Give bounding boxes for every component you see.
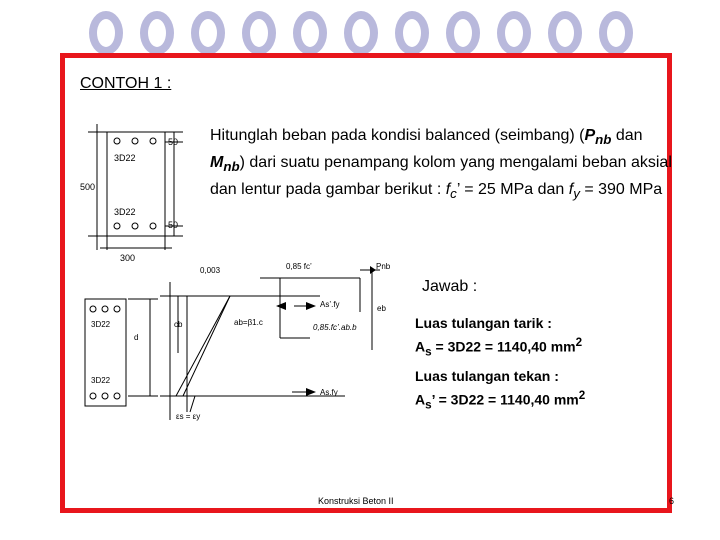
dim-top-cover: 50 <box>168 137 179 147</box>
section-top-bars-label: 3D22 <box>91 320 111 329</box>
cb-label: cb <box>174 320 183 329</box>
rebar-top-3 <box>150 138 156 144</box>
bottom-bars-label: 3D22 <box>114 207 136 217</box>
concrete-strain-label: 0,003 <box>200 266 221 275</box>
answer-tension-steel <box>415 313 665 362</box>
answer-compression-steel <box>415 366 665 415</box>
bottom-steel-force-label: As.fy <box>320 388 338 397</box>
rebar-top-2 <box>132 138 138 144</box>
jawab-heading: Jawab : <box>422 278 478 295</box>
rebar-bottom-2 <box>132 223 138 229</box>
depth-label: d <box>134 333 139 342</box>
rebar-top-1 <box>114 138 120 144</box>
pnb-label: Pnb <box>376 262 391 271</box>
slide-title: CONTOH 1 : <box>80 75 172 92</box>
question-text: Hitunglah beban pada kondisi balanced (seimbang) ($P_{nb}$ dan $M_{nb}$) dari suatu penampang kolom yang mengalami beban aksial dan lentur pada gambar berikut : $f_c$’ = 25 MPa dan $f_y = 390$ MPa <box>210 127 672 202</box>
column-elevation <box>85 299 126 406</box>
compression-force-label: 0,85.fc’.ab.b <box>313 323 357 332</box>
answer-compression-title: Luas tulangan tekan : <box>415 368 559 384</box>
dim-height: 500 <box>80 182 96 192</box>
section-bottom-bars-label: 3D22 <box>91 376 111 385</box>
page-number: 6 <box>669 496 675 506</box>
steel-strain-label: εs = εy <box>176 412 201 421</box>
answer-tension-value: $A_s = 3D22 = 1140,40$ $mm^2$ <box>415 336 583 359</box>
column-section <box>107 132 165 236</box>
answer-tension-title: Luas tulangan tarik : <box>415 315 552 331</box>
eb-label: eb <box>377 304 386 313</box>
footer-course: Konstruksi Beton II <box>318 496 394 506</box>
dim-bottom-cover: 50 <box>168 220 179 230</box>
top-steel-force-label: As’.fy <box>320 300 340 309</box>
top-bars-label: 3D22 <box>114 153 136 163</box>
ab-label: ab=β1.c <box>234 318 263 327</box>
rebar-bottom-1 <box>114 223 120 229</box>
dim-width: 300 <box>120 253 136 263</box>
answer-compression-value: $A_s$’ = 3D22 = 1140,40 $mm^2$ <box>415 389 586 412</box>
stress-block-label: 0,85 fc’ <box>286 262 312 271</box>
rebar-bottom-3 <box>150 223 156 229</box>
